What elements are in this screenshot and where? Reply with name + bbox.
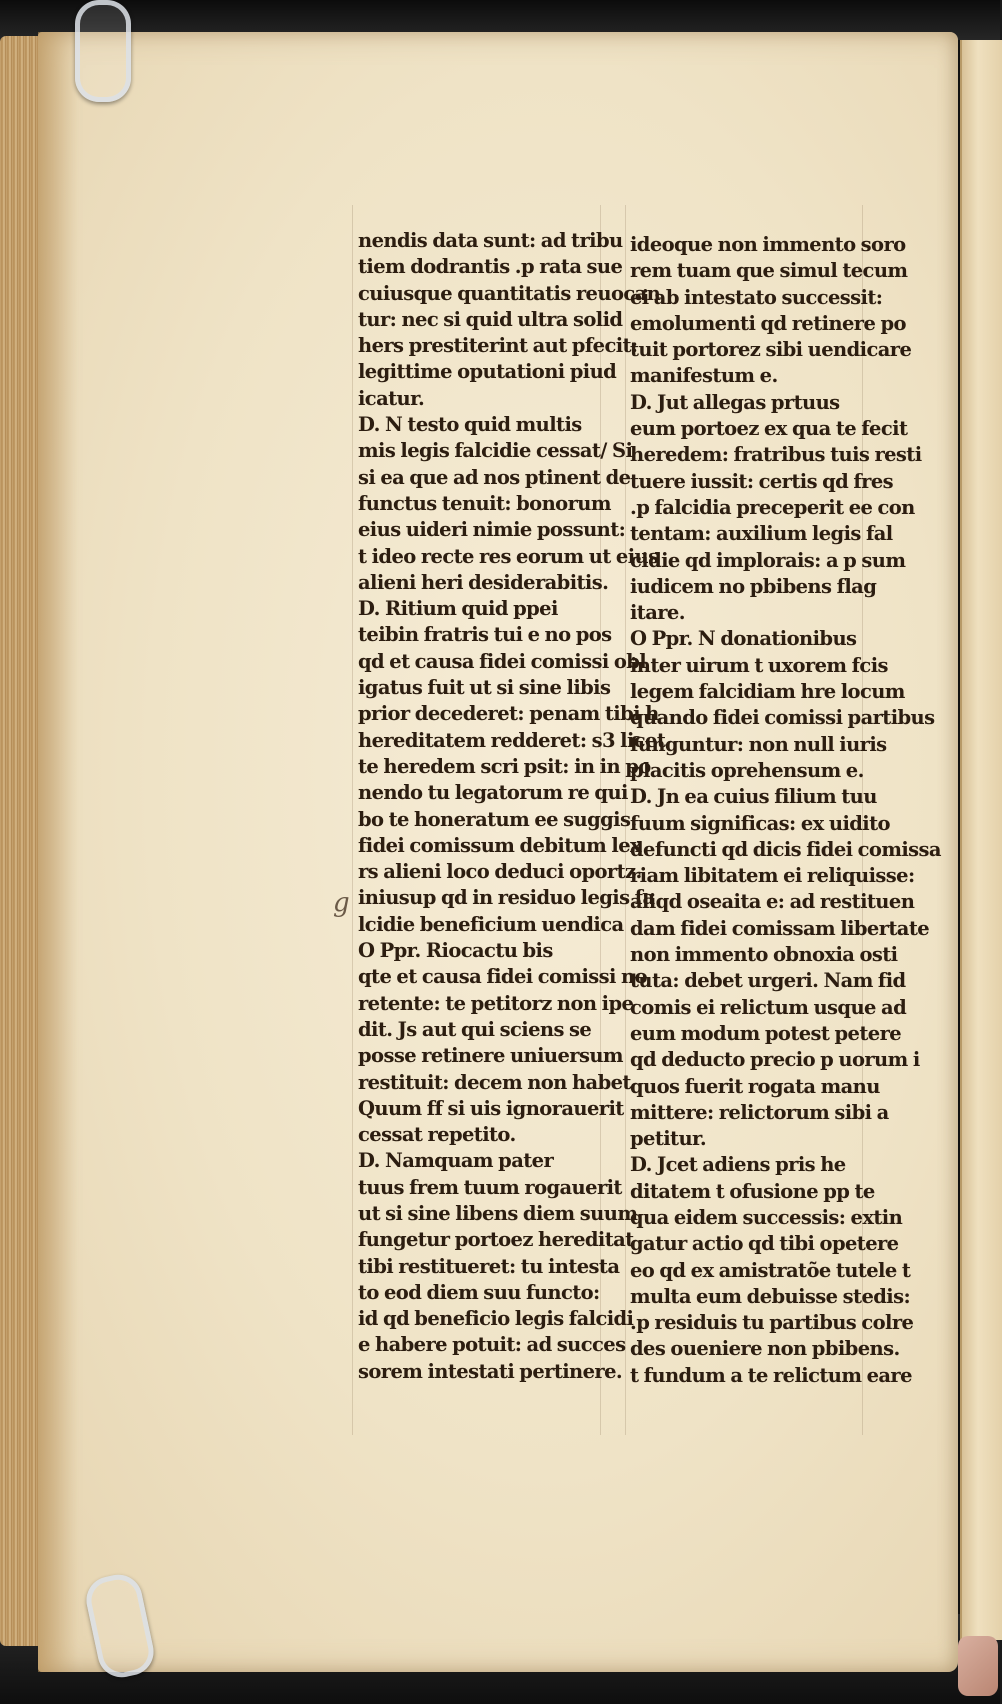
text-line: inter uirum t uxorem fcis (630, 653, 888, 677)
page-clip-icon (75, 0, 131, 102)
text-line: dam fidei comissam libertate (630, 916, 930, 940)
text-line: id qd beneficio legis falcidi (358, 1307, 634, 1331)
text-line: ideoque non immento soro (630, 233, 906, 256)
text-line: iudicem no pbibens flag (630, 574, 877, 598)
text-line: tuit portorez sibi uendicare (630, 338, 912, 362)
text-line: placitis oprehensum e. (630, 758, 864, 782)
gutter-stain (38, 32, 78, 1672)
text-column-right (630, 232, 941, 1389)
text-line: .p falcidia preceperit ee con (630, 495, 915, 519)
text-line: posse retinere uniuersum (358, 1044, 623, 1068)
text-line: eum portoez ex qua te fecit (630, 417, 908, 441)
text-line: cessat repetito. (358, 1123, 516, 1147)
text-line: riam libitatem ei reliquisse: (630, 864, 915, 888)
text-line: lcidie beneficium uendica (358, 912, 624, 936)
text-line: tuta: debet urgeri. Nam fid (630, 969, 906, 993)
text-line: gatur actio qd tibi opetere (630, 1232, 899, 1256)
text-line: igatus fuit ut si sine libis (358, 676, 611, 700)
text-line: heredem: fratribus tuis resti (630, 443, 922, 467)
text-line: sorem intestati pertinere. (358, 1359, 623, 1383)
text-line: to eod diem suu functo: (358, 1280, 600, 1304)
text-line: legem falcidiam hre locum (630, 680, 905, 704)
text-line: dit. Js aut qui sciens se (358, 1017, 592, 1041)
text-line: alieni heri desiderabitis. (358, 570, 609, 594)
text-line: D. Ritium quid ppei (358, 597, 558, 621)
text-line: itare. (630, 601, 685, 625)
text-line: tentam: auxilium legis fal (630, 522, 893, 546)
text-line: Quum ff si uis ignorauerit (358, 1096, 624, 1120)
text-line: ei ab intestato successit: (630, 285, 883, 309)
text-line: t ideo recte res eorum ut eius (358, 544, 659, 568)
text-line: qua eidem successis: extin (630, 1205, 903, 1229)
text-line: manifestum e. (630, 364, 778, 388)
text-line: D. Jut allegas prtuus (630, 390, 840, 414)
text-line: O Ppr. N donationibus (630, 627, 857, 651)
text-line: t fundum a te relictum eare (630, 1363, 912, 1387)
text-line: D. Jn ea cuius filium tuu (630, 785, 877, 809)
text-line: eo qd ex amistratõe tutele t (630, 1258, 911, 1282)
text-line: D. N testo quid multis (358, 413, 582, 437)
text-line: bo te honeratum ee suggis: (358, 807, 637, 831)
text-line: rs alieni loco deduci oportz. (358, 860, 642, 884)
text-line: eum modum potest petere (630, 1021, 902, 1045)
text-line: multa eum debuisse stedis: (630, 1284, 911, 1308)
text-line: hers prestiterint aut pfecit: (358, 334, 638, 358)
ruling-line (352, 205, 353, 1435)
text-line: legittime oputationi piud (358, 360, 617, 384)
text-line: rem tuam que simul tecum (630, 259, 908, 283)
text-line: funguntur: non null iuris (630, 732, 887, 756)
text-line: cidie qd implorais: a p sum (630, 548, 906, 572)
text-line: tuus frem tuum rogauerit (358, 1175, 622, 1199)
text-line: qd et causa fidei comissi obl (358, 649, 647, 673)
text-line: prior decederet: penam tibi h (358, 702, 659, 726)
text-line: tiem dodrantis .p rata sue (358, 255, 623, 279)
text-line: fidei comissum debitum lex (358, 833, 642, 857)
text-line: hereditatem redderet: s3 licet (358, 728, 666, 752)
text-line: icatur. (358, 386, 425, 410)
text-line: aliqd oseaita e: ad restituen (630, 890, 915, 914)
text-line: tuere iussit: certis qd fres (630, 469, 894, 493)
text-line: qd deducto precio p uorum i (630, 1048, 920, 1072)
text-line: tibi restitueret: tu intesta (358, 1254, 620, 1278)
text-line: emolumenti qd retinere po (630, 311, 906, 335)
text-line: nendis data sunt: ad tribu (358, 229, 623, 252)
text-line: tur: nec si quid ultra solid (358, 307, 623, 331)
text-line: te heredem scri psit: in in po (358, 754, 651, 778)
text-line: eius uideri nimie possunt: (358, 518, 626, 542)
text-line: ditatem t ofusione pp te (630, 1179, 875, 1203)
text-line: D. Jcet adiens pris he (630, 1153, 846, 1177)
text-line: teibin fratris tui e no pos (358, 623, 612, 647)
text-line: ut si sine libens diem suum (358, 1201, 638, 1225)
text-line: fuum significas: ex uidito (630, 811, 890, 835)
text-line: restituit: decem non habet (358, 1070, 631, 1094)
text-line: fungetur portoez hereditat (358, 1228, 634, 1252)
text-line: comis ei relictum usque ad (630, 995, 907, 1019)
text-line: mittere: relictorum sibi a (630, 1100, 889, 1124)
text-line: functus tenuit: bonorum (358, 491, 611, 515)
text-line: iniusup qd in residuo legis fa (358, 886, 655, 910)
text-line: petitur. (630, 1127, 707, 1151)
text-line: mis legis falcidie cessat/ Si (358, 439, 633, 463)
text-line: e habere potuit: ad succes (358, 1333, 626, 1357)
marginal-annotation: g (333, 888, 350, 918)
text-line: O Ppr. Riocactu bis (358, 939, 553, 963)
text-line: retente: te petitorz non ipe (358, 991, 634, 1015)
ribbon-marker (958, 1636, 998, 1696)
text-line: des oueniere non pbibens. (630, 1337, 900, 1361)
text-line: nendo tu legatorum re qui (358, 781, 628, 805)
facing-page-edge (960, 40, 1002, 1640)
text-line: quando fidei comissi partibus (630, 706, 935, 730)
text-line: D. Namquam pater (358, 1149, 554, 1173)
text-line: defuncti qd dicis fidei comissa (630, 837, 941, 861)
text-line: si ea que ad nos ptinent de (358, 465, 631, 489)
text-line: non immento obnoxia osti (630, 943, 898, 967)
text-line: quos fuerit rogata manu (630, 1074, 880, 1098)
text-line: .p residuis tu partibus colre (630, 1311, 914, 1335)
text-line: qte et causa fidei comissi no (358, 965, 648, 989)
text-line: cuiusque quantitatis reuocan (358, 281, 661, 305)
